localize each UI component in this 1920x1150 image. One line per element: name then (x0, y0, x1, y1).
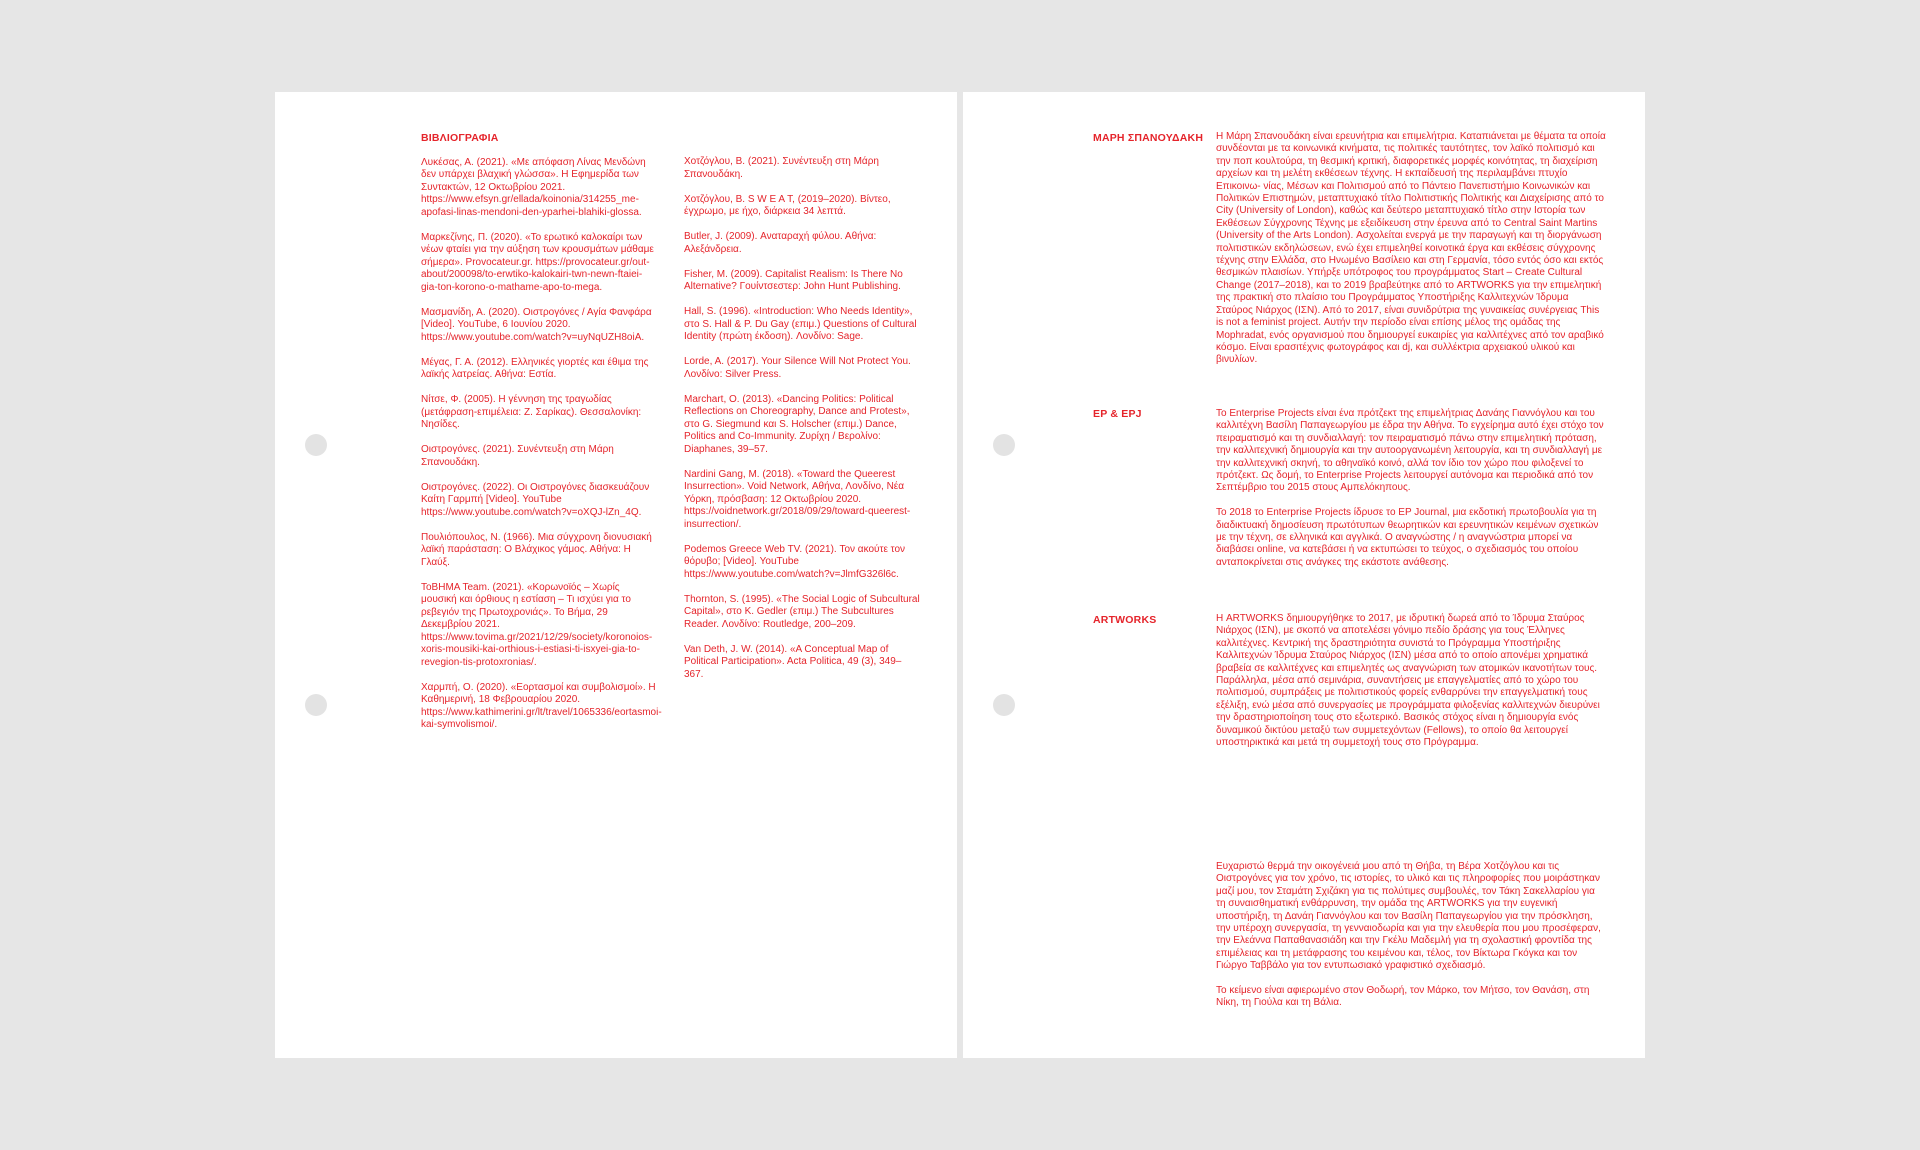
bibliography-entry: Χοτζόγλου, Β. (2021). Συνέντευξη στη Μάρη Σπανουδάκη. (684, 156, 879, 180)
bibliography-entry: Marchart, O. (2013). «Dancing Politics: Political Reflections on Choreography, Dance and Protest», στο G. Siegmund και S. Holscher (επιμ.) Dance, Politics and Co-Immunity. Ζυρίχη / Βερολίνο: Diaphanes, 39–57. (684, 393, 910, 455)
left-page (275, 92, 957, 1058)
bibliography-title: ΒΙΒΛΙΟΓΡΑΦΙΑ (421, 132, 499, 144)
binder-hole (993, 694, 1015, 716)
bibliography-entry: Μέγας, Γ. Α. (2012). Ελληνικές γιορτές και έθιμα της λαϊκής λατρείας. Αθήνα: Εστία. (421, 356, 649, 380)
binder-hole (305, 434, 327, 456)
section-body-author (1216, 131, 1606, 379)
binder-hole (993, 434, 1015, 456)
bibliography-column-2 (684, 156, 920, 694)
bibliography-entry: ToBHMA Team. (2021). «Κορωνοϊός – Χωρίς μουσική και όρθιους η εστίαση – Τι ισχύει για το ρεβεγιόν της Πρωτοχρονιάς». Το Βήμα, 29 Δεκεμβρίου 2021. https://www.tovima.gr/2021/12/29/society/koronoios-xoris-mousiki-kai-orthious-i-estiasi-ti-isxyei-gia-to-revegion-tis-protoxronias/. (421, 581, 653, 668)
dedication-paragraph: Το κείμενο είναι αφιερωμένο στον Θοδωρή, τον Μάρκο, τον Μήτσο, τον Θανάση, στη Νίκη, τη Γιούλα και τη Βάλια. (1216, 985, 1590, 1009)
bibliography-entry: Fisher, M. (2009). Capitalist Realism: Is There No Alternative? Γουίντσεστερ: John Hunt Publishing. (684, 268, 903, 292)
section-body-artworks (1216, 613, 1606, 762)
right-page (963, 92, 1645, 1058)
section-heading-artworks: ARTWORKS (1093, 614, 1157, 626)
bibliography-entry: Μαρκεζίνης, Π. (2020). «Το ερωτικό καλοκαίρι των νέων φταίει για την αύξηση των κρουσμάτων μάθαμε σήμερα». Provocateur.gr. https://provocateur.gr/out-about/200098/to-erwtiko-kalokairi-twn-newn-ftaiei-gia-ton-korono-o-mathame-apo-to-mega. (421, 231, 654, 293)
section-body-ep (1216, 408, 1606, 582)
bibliography-entry: Μασμανίδη, Α. (2020). Οιστρογόνες / Αγία Φανφάρα [Video]. YouTube, 6 Ιουνίου 2020. https://www.youtube.com/watch?v=uyNqUZH8oiA. (421, 306, 652, 343)
bibliography-entry: Οιστρογόνες. (2022). Οι Οιστρογόνες διασκευάζουν Καίτη Γαρμπή [Video]. YouTube https://www.youtube.com/watch?v=oXQJ-lZn_4Q. (421, 481, 650, 518)
bibliography-entry: Hall, S. (1996). «Introduction: Who Needs Identity», στο S. Hall & P. Du Gay (επιμ.) Questions of Cultural Identity (πρώτη έκδοση). Λονδίνο: Sage. (684, 306, 917, 342)
bibliography-entry: Nardini Gang, M. (2018). «Toward the Queerest Insurrection». Void Network, Αθήνα, Λονδίνο, Νέα Υόρκη, πρόσβαση: 12 Οκτωβρίου 2020. https://voidnetwork.gr/2018/09/29/toward-queerest-insurrection/. (684, 468, 911, 530)
bibliography-entry: Πουλιόπουλος, Ν. (1966). Μια σύγχρονη διονυσιακή λαϊκή παράσταση: Ο Βλάχικος γάμος. Αθήνα: Η Γλαύξ. (421, 531, 652, 568)
bibliography-entry: Van Deth, J. W. (2014). «A Conceptual Map of Political Participation». Acta Politica, 49 (3), 349–367. (684, 643, 902, 680)
bibliography-entry: Οιστρογόνες. (2021). Συνέντευξη στη Μάρη Σπανουδάκη. (421, 444, 614, 468)
bibliography-entry: Χοτζόγλου, Β. S W E A T, (2019–2020). Βίντεο, έγχρωμο, με ήχο, διάρκεια 34 λεπτά. (684, 193, 891, 217)
bibliography-entry: Thornton, S. (1995). «The Social Logic of Subcultural Capital», στο K. Gedler (επιμ.) The Subcultures Reader. Λονδίνο: Routledge, 200–209. (684, 593, 920, 630)
bibliography-entry: Λυκέσας, Α. (2021). «Με απόφαση Λίνας Μενδώνη δεν υπάρχει βλαχική γλώσσα». Η Εφημερίδα των Συντακτών, 12 Οκτωβρίου 2021. https://www.efsyn.gr/ellada/koinonia/314255_me-apofasi-linas-mendoni-den-yparhei-blahiki-glossa. (421, 156, 646, 218)
bibliography-entry: Podemos Greece Web TV. (2021). Τον ακούτε τον θόρυβο; [Video]. YouTube https://www.youtube.com/watch?v=JlmfG326l6c. (684, 543, 906, 580)
acknowledgements (1216, 861, 1606, 1022)
artworks-paragraph: Η ARTWORKS δημιουργήθηκε το 2017, με ιδρυτική δωρεά από το Ίδρυμα Σταύρος Νιάρχος (ΙΣΝ), με σκοπό να αποτελέσει γόνιμο πεδίο δράσης για τους Έλληνες καλλιτέχνες. Κεντρική της δραστηριότητα συνιστά το Πρόγραμμα Υποστήριξης Καλλιτεχνών Ίδρυμα Σταύρος Νιάρχος (ΙΣΝ) μέσα από το οποίο απονέμει χρηματικά βραβεία σε καλλιτέχνες και επιμελητές ως αναγνώριση των ατομικών ικανοτήτων τους. Παράλληλα, μέσα από σεμινάρια, συναντήσεις με επαγγελματίες από το χώρο του πολιτισμού, συμπράξεις με πολιτιστικούς φορείς ενθαρρύνει την επαγγελματική τους εξέλιξη, ενώ μέσα από συνεργασίες με προγράμματα φιλοξενίας καλλιτεχνών διευρύνει την δραστηριοποίηση τους στο εξωτερικό. Βασικός στόχος είναι η δημιουργία ενός δυναμικού δικτύου μεταξύ των συμμετεχόντων (Fellows), το οποίο θα λειτουργεί υποστηρικτικά και μετά τη συμμετοχή τους στο Πρόγραμμα. (1216, 613, 1600, 749)
bibliography-entry: Lorde, A. (2017). Your Silence Will Not Protect You. Λονδίνο: Silver Press. (684, 356, 911, 380)
section-heading-author: ΜΑΡΗ ΣΠΑΝΟΥΔΑΚΗ (1093, 132, 1204, 144)
bibliography-entry: Νίτσε, Φ. (2005). Η γέννηση της τραγωδίας (μετάφραση-επιμέλεια: Ζ. Σαρίκας). Θεσσαλονίκη: Νησίδες. (421, 394, 642, 430)
bibliography-entry: Butler, J. (2009). Αναταραχή φύλου. Αθήνα: Αλεξάνδρεια. (684, 231, 877, 255)
binder-hole (305, 694, 327, 716)
bibliography-column-1 (421, 132, 662, 744)
epj-paragraph: Το 2018 το Enterprise Projects ίδρυσε το EP Journal, μια εκδοτική πρωτοβουλία για τη διαδικτυακή δημοσίευση πρωτότυπων θεωρητικών και ερευνητικών κειμένων σχετικών με την τέχνη, σε ελληνικά και αγγλικά. Ο αναγνώστης / η αναγνώστρια μπορεί να διαβάσει online, να κατεβάσει ή να εκτυπώσει το τεύχος, ο σχεδιασμός του οποίου ανταποκρίνεται στις ανάγκες της εκάστοτε ανάθεσης. (1216, 507, 1599, 568)
acknowledgements-paragraph: Ευχαριστώ θερμά την οικογένειά μου από τη Θήβα, τη Βέρα Χοτζόγλου και τις Οιστρογόνες για τον χρόνο, τις ιστορίες, το υλικό και τις πληροφορίες που μοιράστηκαν μαζί μου, τον Σταμάτη Σχιζάκη για τις πολύτιμες συμβουλές, τον Τάκη Σακελλαρίου για τη συναισθηματική ενθάρρυνση, την ομάδα της ARTWORKS για την ευγενική υποστήριξη, τη Δανάη Γιαννόγλου και τον Βασίλη Παπαγεωργίου για την πρόσκληση, την υπέροχη συνεργασία, τη γενναιοδωρία και για την ελευθερία που μου προσέφεραν, την Ελεάννα Παπαθανασιάδη και την Γκέλυ Μαδεμλή για τη σχολαστική φροντίδα της επιμέλειας και τη μετάφρασης του κειμένου και, τέλος, τον Βίκτωρα Γκόγκα και τον Γιώργο Ταββάλο για τον εντυπωσιακό γραφιστικό σχεδιασμό. (1216, 861, 1601, 972)
bibliography-entry: Χαρμπή, Ο. (2020). «Εορτασμοί και συμβολισμοί». Η Καθημερινή, 18 Φεβρουαρίου 2020. https://www.kathimerini.gr/lt/travel/1065336/eortasmoi-kai-symvolismoi/. (421, 681, 662, 730)
author-bio: Η Μάρη Σπανουδάκη είναι ερευνήτρια και επιμελήτρια. Καταπιάνεται με θέματα τα οποία συνδέονται με τα κοινωνικά κινήματα, τις πολιτικές ταυτότητες, τον λαϊκό πολιτισμό και την ποπ κουλτούρα, τη θεσμική κριτική, διαφορετικές μορφές κοινότητας, τη διαχείριση αρχείων και τη μελέτη εκθέσεων τέχνης. Η εκπαίδευσή της περιλαμβάνει πτυχίο Επικοινω- νίας, Μέσων και Πολιτισμού από το Πάντειο Πανεπιστήμιο Κοινωνικών και Πολιτικών Επιστημών, μεταπτυχιακό τίτλο Πολιτιστικής Πολιτικής και Διαχείρισης από το City (University of London), καθώς και δεύτερο μεταπτυχιακό τίτλο στην Ιστορία των Εκθέσεων Σύγχρονης Τέχνης με εξειδίκευση στην έρευνα από το Central Saint Martins (University of the Arts London). Ασχολείται ενεργά με την παραγωγή και τη διοργάνωση πολιτιστικών εκδηλώσεων, ενώ έχει επιμεληθεί κοινοτικά έργα και εκθέσεις σύγχρονης τέχνης στην Ελλάδα, στο Ηνωμένο Βασίλειο και στη Γερμανία, τόσο εντός όσο και εκτός θεσμικών πλαισίων. Υπήρξε υπότροφος του προγράμματος Start – Create Cultural Change (2017–2018), και το 2019 βραβεύτηκε από το ARTWORKS για την επιμελητική της πρακτική στο πλαίσιο του Προγράμματος Υποστήριξης Καλλιτεχνών Ίδρυμα Σταύρος Νιάρχος (ΙΣΝ). Από το 2017, είναι συνιδρύτρια της γυναικείας συνέργειας This is not a feminist project. Αυτήν την περίοδο είναι επίσης μέλος της ομάδας της Mophradat, ενός οργανισμού που δημιουργεί ευκαιρίες για καλλιτέχνες από τον αραβικό κόσμο. Είναι ερασιτέχνις φωτογράφος και dj, και συλλέκτρια αρχειακού υλικού και βινυλίων. (1216, 131, 1606, 366)
ep-paragraph: Το Enterprise Projects είναι ένα πρότζεκτ της επιμελήτριας Δανάης Γιαννόγλου και του καλλιτέχνη Βασίλη Παπαγεωργίου με έδρα την Αθήνα. Το εγχείρημα αυτό έχει στόχο τον πειραματισμό και τη συνδιαλλαγή: τον πειραματισμό πάνω στην επιμελητική πρόταση, την καλλιτεχνική δημιουργία και την αυτοοργανωμένη λειτουργία, και τη συνδιαλλαγή με την καλλιτεχνική σκηνή, το αθηναϊκό κοινό, αλλά τον ίδιο τον χώρο που φιλοξενεί το πρότζεκτ. Ως δομή, το Enterprise Projects λειτουργεί αυτόνομα και περιοδικά από τον Σεπτέμβριο του 2015 στους Αμπελόκηπους. (1216, 408, 1604, 494)
section-heading-ep: EP & EPJ (1093, 408, 1142, 420)
